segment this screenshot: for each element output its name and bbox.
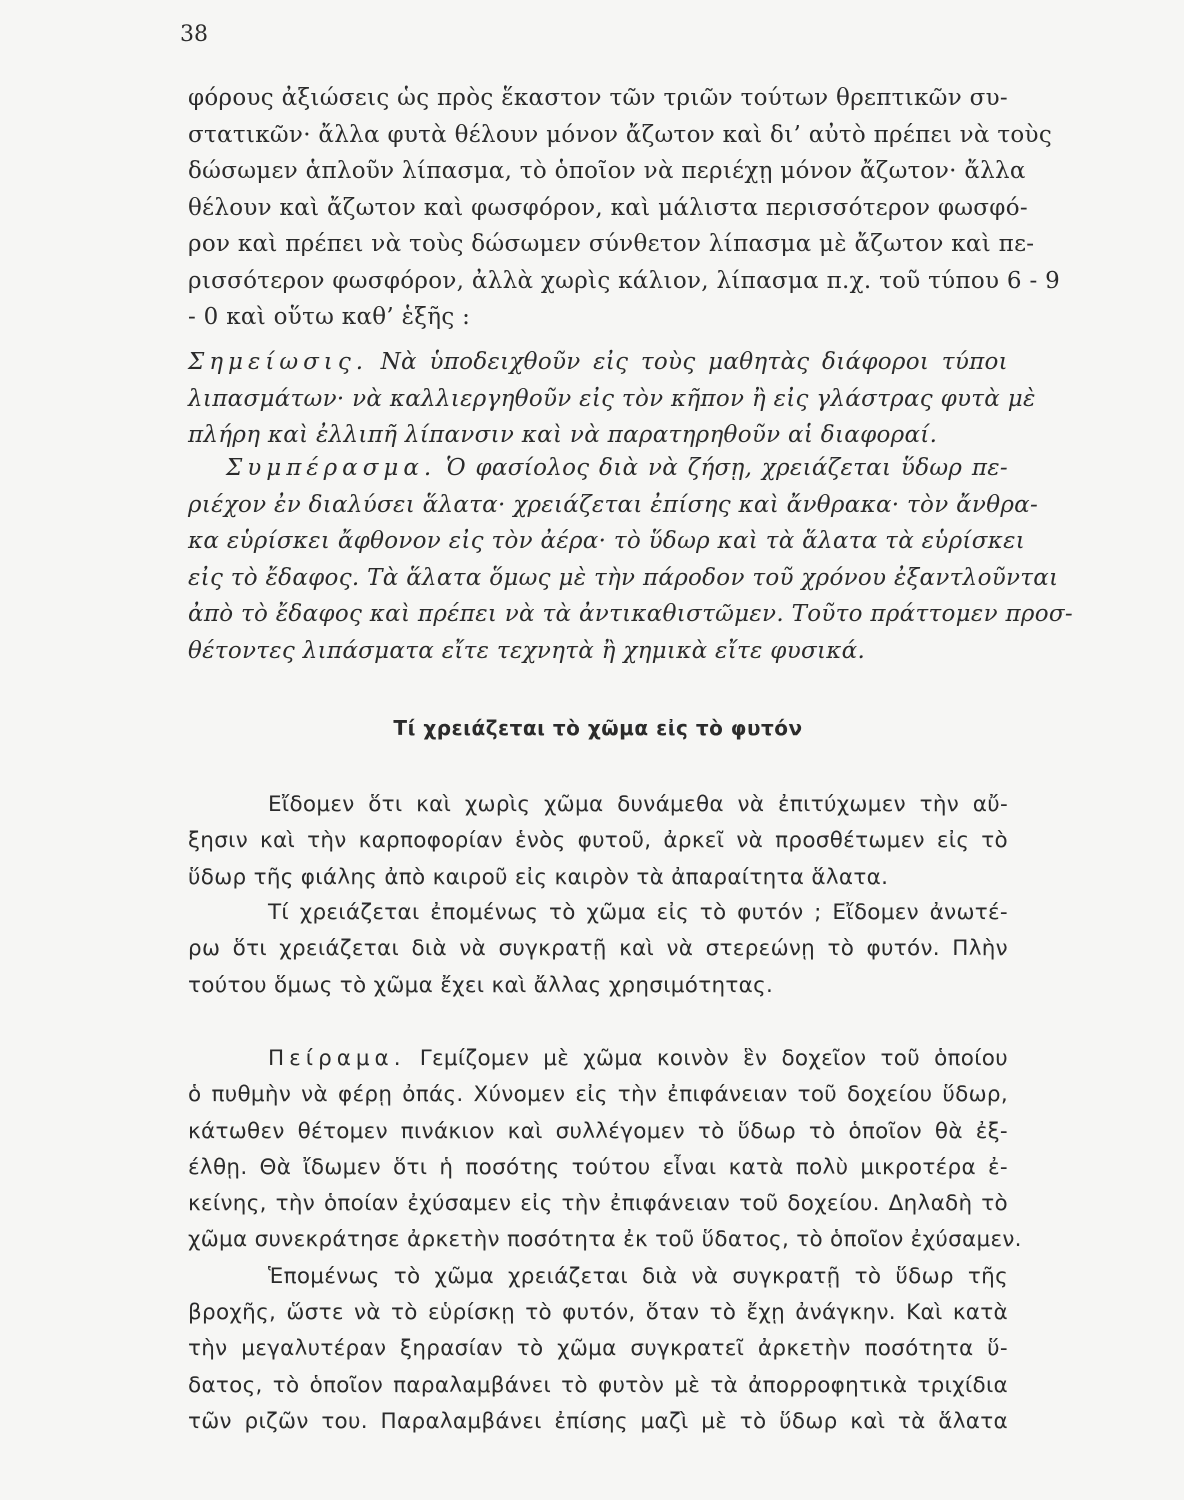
text-line: ὁ πυθμὴν νὰ φέρῃ ὀπάς. Χύνομεν εἰς τὴν ἐπιφάνειαν τοῦ δοχείου ὕδωρ, <box>188 1082 1008 1108</box>
text-line: ριέχον ἐν διαλύσει ἅλατα· χρειάζεται ἐπίσης καὶ ἄνθρακα· τὸν ἄνθρα- <box>188 491 1039 518</box>
paragraph-soil-purpose <box>188 895 1008 1004</box>
text-line: φόρους ἀξιώσεις ὡς πρὸς ἕκαστον τῶν τριῶν τούτων θρεπτικῶν συ- <box>188 85 1008 111</box>
text-line: Τί χρειάζεται ἐπομένως τὸ χῶμα εἰς τὸ φυτόν ; Εἴδομεν ἀνωτέ- <box>268 900 1008 925</box>
text-line <box>188 450 1008 487</box>
text-line: ρισσότερον φωσφόρον, ἀλλὰ χωρὶς κάλιον, λίπασμα π.χ. τοῦ τύπου 6 - 9 <box>188 267 1061 294</box>
text-line: ρω ὅτι χρειάζεται διὰ νὰ συγκρατῇ καὶ νὰ στερεώνῃ τὸ φυτόν. Πλὴν <box>188 936 1008 962</box>
note-paragraph <box>188 344 1036 454</box>
text-line: λιπασμάτων· νὰ καλλιεργηθοῦν εἰς τὸν κῆπον ἢ εἰς γλάστρας φυτὰ μὲ <box>188 385 1036 412</box>
text-line: χῶμα συνεκράτησε ἀρκετὴν ποσότητα ἐκ τοῦ ὕδατος, τὸ ὁποῖον ἐχύσαμεν. <box>188 1227 1022 1253</box>
text-line: δώσωμεν ἁπλοῦν λίπασμα, τὸ ὁποῖον νὰ περιέχῃ μόνον ἄζωτον· ἄλλα <box>188 158 1026 184</box>
text-line: θέλουν καὶ ἄζωτον καὶ φωσφόρον, καὶ μάλιστα περισσότερον φωσφό- <box>188 194 1028 221</box>
text-line: έλθῃ. Θὰ ἴδωμεν ὅτι ἡ ποσότης τούτου εἶναι κατὰ πολὺ μικροτέρα ἐ- <box>188 1154 1008 1180</box>
experiment-paragraph <box>188 1041 1022 1440</box>
text-line: κείνης, τὴν ὁποίαν ἐχύσαμεν εἰς τὴν ἐπιφάνειαν τοῦ δοχείου. Δηλαδὴ τὸ <box>188 1191 1008 1217</box>
experiment-first-line: Γεμίζομεν μὲ χῶμα κοινὸν ἓν δοχεῖον τοῦ ὁποίου <box>419 1046 1008 1071</box>
experiment-label: Πείραμα. <box>268 1046 406 1071</box>
text-line: τούτου ὅμως τὸ χῶμα ἔχει καὶ ἄλλας χρησιμότητας. <box>188 972 774 998</box>
text-line: δατος, τὸ ὁποῖον παραλαμβάνει τὸ φυτὸν μὲ τὰ ἀπορροφητικὰ τριχίδια <box>188 1372 1008 1398</box>
text-line: στατικῶν· ἄλλα φυτὰ θέλουν μόνον ἄζωτον καὶ δι’ αὐτὸ πρέπει νὰ τοὺς <box>188 121 1053 148</box>
paragraph-soil-intro <box>188 787 1008 896</box>
text-line: θέτοντες λιπάσματα εἴτε τεχνητὰ ἢ χημικὰ εἴτε φυσικά. <box>188 637 866 664</box>
text-line: Ἑπομένως τὸ χῶμα χρειάζεται διὰ νὰ συγκρατῇ τὸ ὕδωρ τῆς <box>268 1263 1008 1289</box>
text-line: ὕδωρ τῆς φιάλης ἀπὸ καιροῦ εἰς καιρὸν τὰ ἀπαραίτητα ἅλατα. <box>188 864 889 890</box>
conclusion-first-line: Ὁ φασίολος διὰ νὰ ζήσῃ, χρειάζεται ὕδωρ πε- <box>445 455 1008 481</box>
text-line: ξησιν καὶ τὴν καρποφορίαν ἑνὸς φυτοῦ, ἀρκεῖ νὰ προσθέτωμεν εἰς τὸ <box>188 828 1008 854</box>
page-number: 38 <box>180 22 208 47</box>
paragraph-fertilizer-needs <box>188 80 1061 336</box>
text-line: εἰς τὸ ἔδαφος. Τὰ ἅλατα ὅμως μὲ τὴν πάροδον τοῦ χρόνου ἐξαντλοῦνται <box>188 564 1059 591</box>
text-line: ρον καὶ πρέπει νὰ τοὺς δώσωμεν σύνθετον λίπασμα μὲ ἄζωτον καὶ πε- <box>188 231 1035 257</box>
text-line: τὴν μεγαλυτέραν ξηρασίαν τὸ χῶμα συγκρατεῖ ἀρκετὴν ποσότητα ὕ- <box>188 1336 1008 1362</box>
text-line <box>188 344 1008 381</box>
text-line: τῶν ριζῶν του. Παραλαμβάνει ἐπίσης μαζὶ μὲ τὸ ὕδωρ καὶ τὰ ἅλατα <box>188 1408 1008 1434</box>
text-line: - 0 καὶ οὕτω καθ’ ἑξῆς : <box>188 304 471 330</box>
conclusion-paragraph <box>188 450 1073 669</box>
conclusion-label: Συμπέρασμα. <box>226 455 437 481</box>
note-first-line: Νὰ ὑποδειχθοῦν εἰς τοὺς μαθητὰς διάφοροι τύποι <box>380 349 1008 375</box>
text-line: ἀπὸ τὸ ἔδαφος καὶ πρέπει νὰ τὰ ἀντικαθιστῶμεν. Τοῦτο πράττομεν προσ- <box>188 601 1073 627</box>
text-line <box>188 1041 1008 1077</box>
text-line: Εἴδομεν ὅτι καὶ χωρὶς χῶμα δυνάμεθα νὰ ἐπιτύχωμεν τὴν αὔ- <box>268 792 1008 817</box>
text-line: βροχῆς, ὥστε νὰ τὸ εὑρίσκῃ τὸ φυτόν, ὅταν τὸ ἔχῃ ἀνάγκην. Καὶ κατὰ <box>188 1300 1008 1326</box>
text-line: κάτωθεν θέτομεν πινάκιον καὶ συλλέγομεν τὸ ὕδωρ τὸ ὁποῖον θὰ ἐξ- <box>188 1118 1008 1144</box>
text-line: κα εὑρίσκει ἄφθονον εἰς τὸν ἀέρα· τὸ ὕδωρ καὶ τὰ ἅλατα τὰ εὑρίσκει <box>188 528 1026 554</box>
section-heading: Τί χρειάζεται τὸ χῶμα εἰς τὸ φυτόν <box>393 716 803 740</box>
note-label: Σημείωσις. <box>188 349 369 375</box>
text-line: πλήρη καὶ ἐλλιπῆ λίπανσιν καὶ νὰ παρατηρηθοῦν αἱ διαφοραί. <box>188 422 938 448</box>
